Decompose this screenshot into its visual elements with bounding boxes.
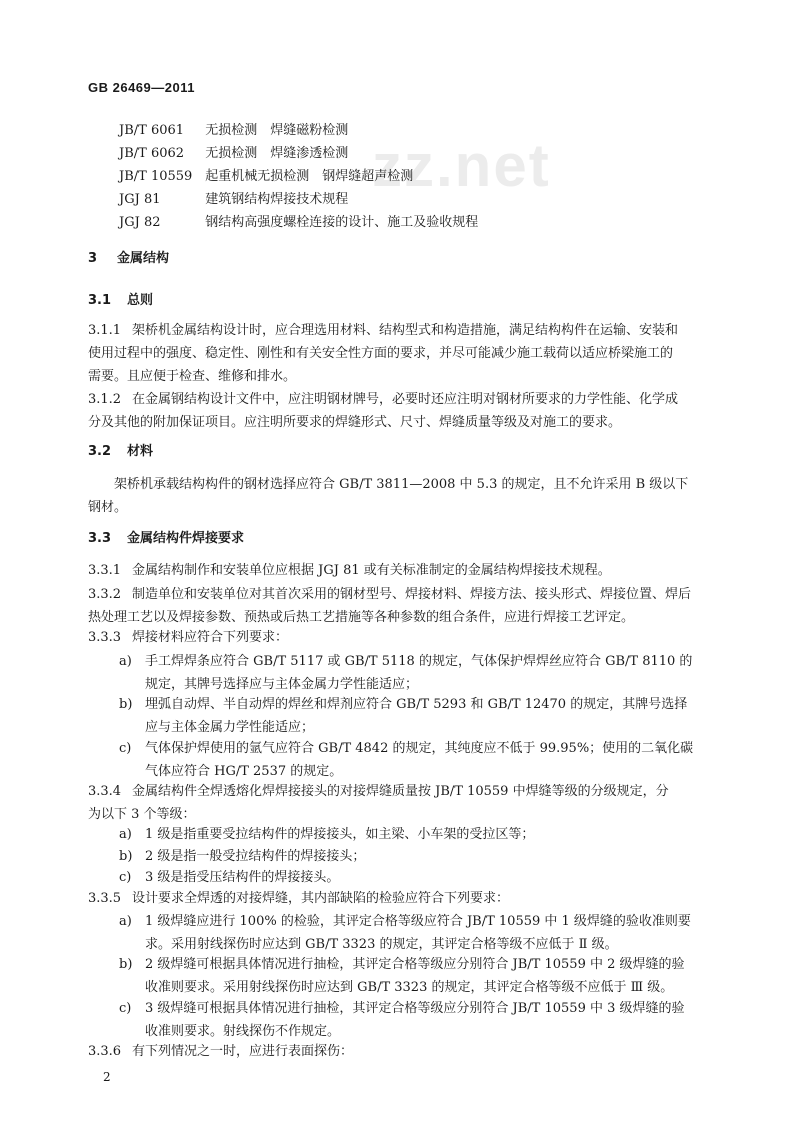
clause-line: 分及其他的附加保证项目。应注明所要求的焊缝形式、尺寸、焊缝质量等级及对施工的要求。 — [88, 415, 622, 430]
clause-line: 设计要求全焊透的对接焊缝，其内部缺陷的检验应符合下列要求： — [132, 891, 510, 906]
reference-item — [119, 188, 478, 211]
section-title: 总则 — [127, 293, 154, 308]
section-number: 3.3 — [88, 531, 112, 546]
section-heading-3-1 — [88, 289, 153, 312]
list-label: c) — [119, 870, 132, 885]
clause-3-3-5 — [88, 887, 748, 910]
list-label: c) — [119, 741, 132, 756]
clause-number: 3.3.1 — [88, 563, 122, 578]
list-line: 规定，其牌号选择应与主体金属力学性能适应； — [145, 677, 419, 692]
list-item — [119, 650, 749, 696]
clause-line: 架桥机金属结构设计时，应合理选用材料、结构型式和构造措施，满足结构构件在运输、安装和 — [132, 323, 679, 338]
reference-code: JB/T 10559 — [119, 169, 193, 184]
section-title: 金属结构 — [117, 251, 170, 266]
list-label: c) — [119, 1001, 132, 1016]
list-label: a) — [119, 654, 132, 669]
reference-item — [119, 119, 478, 142]
reference-title: 钢结构高强度螺栓连接的设计、施工及验收规程 — [205, 215, 479, 230]
clause-3-3-3 — [88, 626, 748, 649]
clause-3-3-4 — [88, 780, 748, 826]
clause-number: 3.3.2 — [88, 587, 122, 602]
list-label: a) — [119, 914, 132, 929]
list-line: 3 级焊缝可根据具体情况进行抽检，其评定合格等级应分别符合 JB/T 10559 中 3 级焊缝的验 — [145, 1001, 685, 1016]
list-line: 2 级是指一般受拉结构件的焊接接头； — [145, 849, 366, 864]
clause-line: 钢材。 — [88, 500, 128, 515]
list-item — [119, 737, 749, 783]
reference-code: JGJ 81 — [119, 192, 161, 207]
clause-line: 热处理工艺以及焊接参数、预热或后热工艺措施等各种参数的组合条件，应进行焊接工艺评定。 — [88, 610, 635, 625]
reference-title: 无损检测 焊缝磁粉检测 — [205, 123, 349, 138]
clause-3-1-1 — [88, 319, 748, 388]
clause-line: 为以下 3 个等级： — [88, 807, 196, 822]
list-line: 收准则要求。采用射线探伤时应达到 GB/T 3323 的规定，其评定合格等级不应低于 Ⅲ 级。 — [145, 980, 674, 995]
list-item — [119, 866, 749, 889]
clause-number: 3.3.5 — [88, 891, 122, 906]
list-line: 应与主体金属力学性能适应； — [145, 720, 315, 735]
reference-list — [119, 119, 478, 234]
reference-title: 建筑钢结构焊接技术规程 — [205, 192, 349, 207]
watermark: zz.net — [372, 132, 551, 199]
reference-code: JGJ 82 — [119, 215, 161, 230]
clause-3-3-2 — [88, 583, 748, 629]
list-label: b) — [119, 957, 133, 972]
reference-title: 起重机械无损检测 钢焊缝超声检测 — [205, 169, 414, 184]
reference-code: JB/T 6062 — [119, 146, 185, 161]
clause-number: 3.1.1 — [88, 323, 122, 338]
page-number: 2 — [103, 1070, 111, 1084]
clause-line: 需要。且应便于检查、维修和排水。 — [88, 369, 297, 384]
clause-3-2 — [88, 473, 748, 519]
section-number: 3.1 — [88, 293, 112, 308]
clause-3-3-6 — [88, 1040, 748, 1063]
clause-line: 在金属钢结构设计文件中，应注明钢材牌号，必要时还应注明对钢材所要求的力学性能、化学成 — [132, 392, 679, 407]
list-line: 手工焊焊条应符合 GB/T 5117 或 GB/T 5118 的规定，气体保护焊焊丝应符合 GB/T 8110 的 — [145, 654, 693, 669]
list-item — [119, 823, 749, 846]
clause-line: 焊接材料应符合下列要求： — [132, 630, 289, 645]
section-heading-3-3 — [88, 527, 244, 550]
section-title: 材料 — [127, 444, 154, 459]
section-number: 3 — [88, 251, 98, 266]
list-label: b) — [119, 697, 133, 712]
reference-item — [119, 142, 478, 165]
list-item — [119, 953, 749, 999]
clause-line: 制造单位和安装单位对其首次采用的钢材型号、焊接材料、焊接方法、接头形式、焊接位置、焊后 — [132, 587, 692, 602]
reference-title: 无损检测 焊缝渗透检测 — [205, 146, 349, 161]
list-line: 气体应符合 HG/T 2537 的规定。 — [145, 764, 343, 779]
section-heading-3 — [88, 247, 169, 270]
clause-line: 使用过程中的强度、稳定性、刚性和有关安全性方面的要求，并尽可能减少施工载荷以适应桥梁施工的 — [88, 346, 674, 361]
list-item — [119, 910, 749, 956]
reference-item — [119, 165, 478, 188]
list-label: a) — [119, 827, 132, 842]
section-heading-3-2 — [88, 440, 153, 463]
standard-code-header: GB 26469—2011 — [88, 80, 195, 95]
list-label: b) — [119, 849, 133, 864]
reference-item — [119, 211, 478, 234]
section-number: 3.2 — [88, 444, 112, 459]
list-line: 气体保护焊使用的氩气应符合 GB/T 4842 的规定，其纯度应不低于 99.95%；使用的二氧化碳 — [145, 741, 694, 756]
clause-number: 3.3.6 — [88, 1044, 122, 1059]
list-line: 1 级焊缝应进行 100% 的检验，其评定合格等级应符合 JB/T 10559 中 1 级焊缝的验收准则要 — [145, 914, 691, 929]
list-line: 埋弧自动焊、半自动焊的焊丝和焊剂应符合 GB/T 5293 和 GB/T 12470 的规定，其牌号选择 — [145, 697, 688, 712]
list-item — [119, 693, 749, 739]
clause-line: 金属结构制作和安装单位应根据 JGJ 81 或有关标准制定的金属结构焊接技术规程。 — [132, 563, 611, 578]
list-line: 2 级焊缝可根据具体情况进行抽检，其评定合格等级应分别符合 JB/T 10559 中 2 级焊缝的验 — [145, 957, 685, 972]
list-line: 3 级是指受压结构件的焊接接头。 — [145, 870, 340, 885]
clause-3-1-2 — [88, 388, 748, 434]
clause-number: 3.3.4 — [88, 784, 122, 799]
clause-number: 3.1.2 — [88, 392, 122, 407]
reference-code: JB/T 6061 — [119, 123, 185, 138]
section-title: 金属结构件焊接要求 — [127, 531, 245, 546]
list-line: 1 级是指重要受拉结构件的焊接接头，如主梁、小车架的受拉区等； — [145, 827, 535, 842]
list-line: 收准则要求。射线探伤不作规定。 — [145, 1024, 341, 1039]
clause-line: 架桥机承载结构构件的钢材选择应符合 GB/T 3811—2008 中 5.3 的规定，且不允许采用 B 级以下 — [114, 477, 689, 492]
clause-line: 金属结构件全焊透熔化焊焊接接头的对接焊缝质量按 JB/T 10559 中焊缝等级的分级规定，分 — [132, 784, 669, 799]
clause-number: 3.3.3 — [88, 630, 122, 645]
clause-line: 有下列情况之一时，应进行表面探伤： — [132, 1044, 354, 1059]
list-item — [119, 997, 749, 1043]
clause-3-3-1 — [88, 559, 748, 582]
list-line: 求。采用射线探伤时应达到 GB/T 3323 的规定，其评定合格等级不应低于 Ⅱ 级。 — [145, 937, 618, 952]
list-item — [119, 845, 749, 868]
